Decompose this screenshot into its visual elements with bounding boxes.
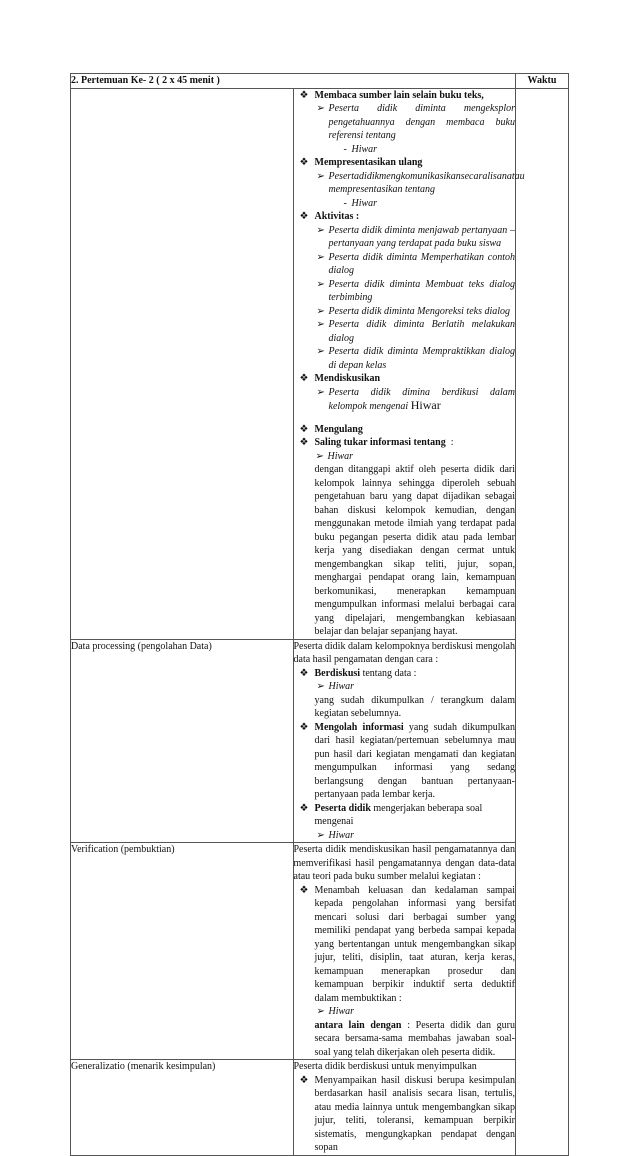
arrow-bullet-icon: ➢ — [316, 346, 325, 357]
verification-cell — [293, 843, 516, 1060]
arrow-bullet-icon: ➢ — [316, 103, 325, 114]
time-column-header: Waktu — [516, 74, 569, 89]
arrow-bullet-icon: ➢ — [316, 319, 325, 330]
generalization-cell — [293, 1060, 516, 1156]
activities-cell — [293, 88, 525, 639]
diamond-bullet-icon: ❖ — [299, 437, 309, 448]
list-item: ➢ Hiwar — [315, 450, 354, 462]
paragraph: Peserta didik berdiskusi untuk menyimpulkan — [293, 1061, 477, 1072]
arrow-bullet-icon: ➢ — [315, 450, 324, 462]
list-item: ❖ Menyampaikan hasil diskusi berupa kesimpulan berdasarkan hasil analisis secara lisan, tertulis, atau media lainnya untuk mengembangkan sikap jujur, teliti, toleransi, kemampuan berpikir sistematis, mengungkapkan pendapat dengan sopan — [299, 1074, 515, 1153]
list-item: ➢ Peserta didik diminta Membuat teks dialog terbimbing — [316, 278, 515, 303]
list-item: ❖ Aktivitas : — [299, 211, 360, 222]
list-item: ❖ Berdiskusi tentang data : — [299, 667, 417, 679]
list-item: ➢ Peserta didik diminta menjawab pertanyaan – pertanyaan yang terdapat pada buku siswa — [316, 224, 515, 249]
diamond-bullet-icon: ❖ — [299, 1074, 309, 1086]
diamond-bullet-icon: ❖ — [299, 157, 309, 168]
list-item: ➢ Peserta didik diminta Mempraktikkan dialog di depan kelas — [316, 346, 515, 371]
list-item: ❖ Mempresentasikan ulang — [299, 157, 423, 168]
diamond-bullet-icon: ❖ — [299, 667, 309, 679]
dash-bullet-icon: - — [343, 143, 347, 155]
step-label-verification: Verification (pembuktian) — [71, 843, 294, 1060]
justified-line: Peserta didik mengkomunikasikan secara lisan atau — [328, 170, 525, 182]
arrow-bullet-icon: ➢ — [316, 305, 325, 317]
arrow-bullet-icon: ➢ — [316, 681, 325, 692]
paragraph: Peserta didik mendiskusikan hasil pengamatannya dan memverifikasi hasil pengamatannya dengan data-data atau teori pada buku sumber melalui kegiatan : — [293, 844, 515, 882]
diamond-bullet-icon: ❖ — [299, 211, 309, 222]
meeting-title: 2. Pertemuan Ke- 2 ( 2 x 45 menit ) — [71, 74, 516, 89]
list-item: ➢ Peserta didik diminta Berlatih melakukan dialog — [316, 319, 515, 344]
diamond-bullet-icon: ❖ — [299, 89, 309, 101]
time-cell — [516, 88, 569, 1155]
table-header-row — [71, 74, 569, 89]
list-item: ❖ Mendiskusikan — [299, 373, 381, 384]
list-item: ➢ Hiwar — [316, 1006, 355, 1017]
arrow-bullet-icon: ➢ — [316, 386, 325, 398]
data-processing-cell — [293, 639, 516, 843]
diamond-bullet-icon: ❖ — [299, 721, 309, 733]
list-item: ❖ Saling tukar informasi tentang : — [299, 437, 454, 448]
list-item: - Hiwar — [343, 143, 378, 155]
arrow-bullet-icon: ➢ — [316, 224, 325, 236]
list-item: ➢ Peserta didik dimina berdikusi dalam kelompok mengenai Hiwar — [316, 386, 515, 412]
table-row — [71, 88, 569, 639]
paragraph: yang sudah dikumpulkan / terangkum dalam kegiatan sebelumnya. — [314, 694, 515, 719]
list-item: - Hiwar — [343, 197, 378, 209]
diamond-bullet-icon: ❖ — [299, 802, 309, 814]
arrow-bullet-icon: ➢ — [316, 278, 325, 290]
list-item: ❖ Mengulang — [299, 423, 363, 435]
step-label-empty — [71, 88, 294, 639]
list-item: ❖ Mengolah informasi yang sudah dikumpulkan dari hasil kegiatan/pertemuan sebelumnya mau pun hasil dari kegiatan mengamati dan kegiatan mengumpulkan informasi yang sedang berlangsung dengan bantuan pertanyaan-pertanyaan pada lembar kerja. — [299, 721, 515, 800]
list-item: ❖ Peserta didik mengerjakan beberapa soal mengenai — [299, 802, 483, 827]
paragraph: Peserta didik dalam kelompoknya berdiskusi mengolah data hasil pengamatan dengan cara : — [293, 640, 515, 665]
arrow-bullet-icon: ➢ — [316, 829, 325, 841]
list-item: ➢ Peserta didik diminta Mengoreksi teks dialog — [316, 305, 511, 317]
dash-bullet-icon: - — [343, 197, 347, 209]
paragraph: dengan ditanggapi aktif oleh peserta didik dari kelompok lainnya sehingga diperoleh sebuah pengetahuan baru yang dapat dijadikan sebagai bahan diskusi kelompok kemudian, dengan menggunakan metode ilmiah yang terdapat pada buku pegangan peserta didik atau pada lembar kerja yang disediakan dengan cermat untuk mengembangkan sikap teliti, jujur, sopan, menghargai pendapat orang lain, kemampuan berkomunikasi, menerapkan kemampuan mengumpulkan informasi melalui berbagai cara yang dipelajari, mengembangkan kebiasaan belajar dan belajar sepanjang hayat. — [314, 464, 515, 637]
lesson-plan-table — [70, 73, 569, 1156]
diamond-bullet-icon: ❖ — [299, 373, 309, 384]
diamond-bullet-icon: ❖ — [299, 423, 309, 435]
list-item: ❖ Menambah keluasan dan kedalaman sampai kepada pengolahan informasi yang bersifat mencari solusi dari berbagai sumber yang memiliki pendapat yang berbeda sampai kepada yang bertentangan untuk mengembangkan sikap jujur, teliti, disiplin, taat aturan, kerja keras, kemampuan menerapkan prosedur dan kemampuan berpikir induktif serta deduktif dalam membuktikan : — [299, 884, 515, 1004]
table-row — [71, 639, 569, 843]
arrow-bullet-icon: ➢ — [316, 251, 325, 263]
lesson-plan-page — [70, 73, 569, 1156]
paragraph: antara lain dengan : Peserta didik dan guru secara bersama-sama membahas jawaban soal-soal yang telah dikerjakan oleh peserta didik. — [314, 1019, 516, 1058]
step-label-generalization: Generalizatio (menarik kesimpulan) — [71, 1060, 294, 1156]
step-label-data-processing: Data processing (pengolahan Data) — [71, 639, 294, 843]
list-item: ❖ Membaca sumber lain selain buku teks, — [299, 89, 484, 101]
list-item: ➢ Hiwar — [316, 681, 355, 692]
arrow-bullet-icon: ➢ — [316, 1006, 325, 1017]
list-item: ➢ Hiwar — [316, 829, 355, 841]
list-item: ➢ Peserta didik mengkomunikasikan secara lisan atau mempresentasikan tentang — [316, 170, 525, 195]
table-row — [71, 1060, 569, 1156]
diamond-bullet-icon: ❖ — [299, 884, 309, 896]
arrow-bullet-icon: ➢ — [316, 170, 325, 182]
list-item: ➢ Peserta didik diminta mengeksplor pengetahuannya dengan membaca buku referensi tentang — [316, 103, 515, 141]
list-item: ➢ Peserta didik diminta Memperhatikan contoh dialog — [316, 251, 515, 276]
table-row — [71, 843, 569, 1060]
